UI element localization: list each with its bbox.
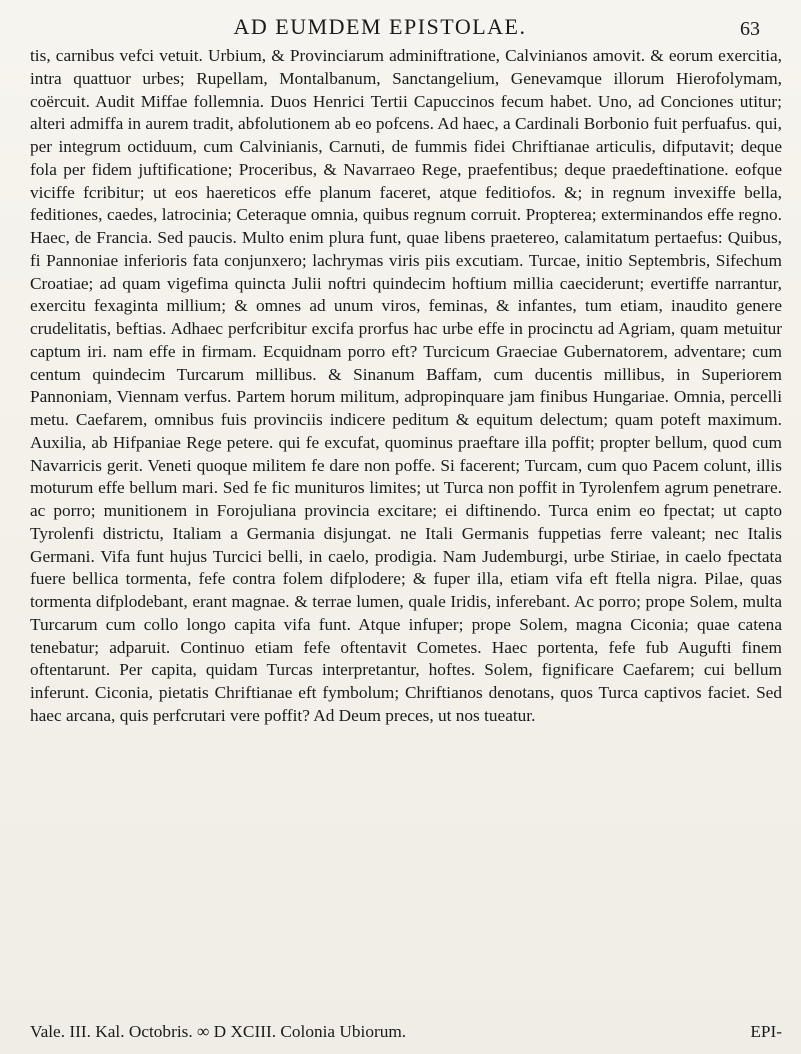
running-head: AD EUMDEM EPISTOLAE.	[233, 14, 527, 39]
letter-body-text: tis, carnibus vefci vetuit. Urbium, & Provinciarum adminiftratione, Calvinianos amovit. & eorum exercitia, intra quattuor urbes; Rupellam, Montalbanum, Sanctangelium, Genevamque illorum Hierofolymam, coërcuit. Audit Miffae follemnia. Duos Henrici Tertii Capuccinos fecum habet. Uno, ad Conciones utitur; alteri admiffa in aurem tradit, abfolutionem ab eo pofcens. Ad haec, a Cardinali Borbonio fuit perfuafus. qui, per integrum octiduum, cum Calvinianis, Carnuti, de fummis fidei Chriftianae articulis, difputavit; deque fola per fidem juftificatione; Proceribus, & Navarraeo Rege, praefentibus; deque praedeftinatione. eofque viciffe fcribitur; ut eos haereticos effe planum faceret, atque feditiofos. &; in regnum invexiffe bella, feditiones, caedes, latrocinia; Ceteraque omnia, quibus regnum corruit. Propterea; exterminandos effe regno. Haec, de Francia. Sed paucis. Multo enim plura funt, quae libens praetereo, calamitatum pertaefus: Quibus, fi Pannoniae inferioris fata conjunxero; lachrymas viris piis excutiam. Turcae, initio Septembris, Sifechum Croatiae; ad quam vigefima quincta Julii noftri quindecim hoftium millia caeciderunt; evertiffe narrantur, exercitu fexaginta millium; & omnes ad unum viros, feminas, & infantes, tum etiam, inaudito genere crudelitatis, beftias. Adhaec perfcribitur excifa prorfus hac urbe effe in procinctu ad Agriam, quam metuitur captum iri. nam effe in firmam. Ecquidnam porro eft? Turcicum Graeciae Gubernatorem, adventare; cum centum quindecim Turcarum millibus. & Sinanum Baffam, cum ducentis millibus, in Superiorem Pannoniam, Viennam verfus. Partem horum militum, adpropinquare jam finibus Hungariae. Omnia, percelli metu. Caefarem, omnibus fuis provinciis indicere peditum & equitum delectum; quam poteft maximum. Auxilia, ab Hifpaniae Rege petere. qui fe excufat, quominus praeftare illa poffit; propter bellum, quod cum Navarricis gerit. Veneti quoque militem fe dare non poffe. Si facerent; Turcam, cum quo Pacem colunt, illis moturum effe bellum mari. Sed fe fic munituros limites; ut Turca non poffit in Tyrolenfem agrum penetrare. ac porro; munitionem in Forojuliana provincia excitare; ei diftinendo. Turca enim eo fpectat; ut capto Tyrolenfi districtu, Italiam a Germania disjungat. ne Itali Germanis fuppetias ferre valeant; nec Italis Germani. Vifa funt hujus Turcici belli, in caelo, prodigia. Nam Judemburgi, urbe Stiriae, in caelo fpectata fuere bellica tormenta, fefe contra folem difplodere; & fuper illa, etiam vifa eft ftella nigra. Pilae, quas tormenta difplodebant, erant magnae. & terrae lumen, quale Iridis, inferebant. Ac porro; prope Solem, multa Turcarum cum collo longo capita vifa funt. Atque infuper; prope Solem, magna Ciconia; quae catena tenebatur; adparuit. Continuo etiam fefe oftentavit Cometes. Haec portenta, fefe fub Augufti finem oftentarunt. Per capita, quidam Turcas interpretantur, hoftes. Solem, fignificare Caefarem; cui bellum inferunt. Ciconia, pietatis Chriftianae eft fymbolum; Chriftianos denotans, quos Turca captivos faciet. Sed haec arcana, quis perfcrutari vere poffit? Ad Deum preces, ut nos tueatur.	[30, 46, 782, 725]
page-number: 63	[740, 18, 760, 40]
letter-signoff-line	[30, 1021, 782, 1044]
catchword: EPI-	[750, 1022, 782, 1041]
closing-date-place: Vale. III. Kal. Octobris. ∞ D XCIII. Colonia Ubiorum.	[30, 1022, 407, 1041]
page-header	[0, 12, 801, 42]
